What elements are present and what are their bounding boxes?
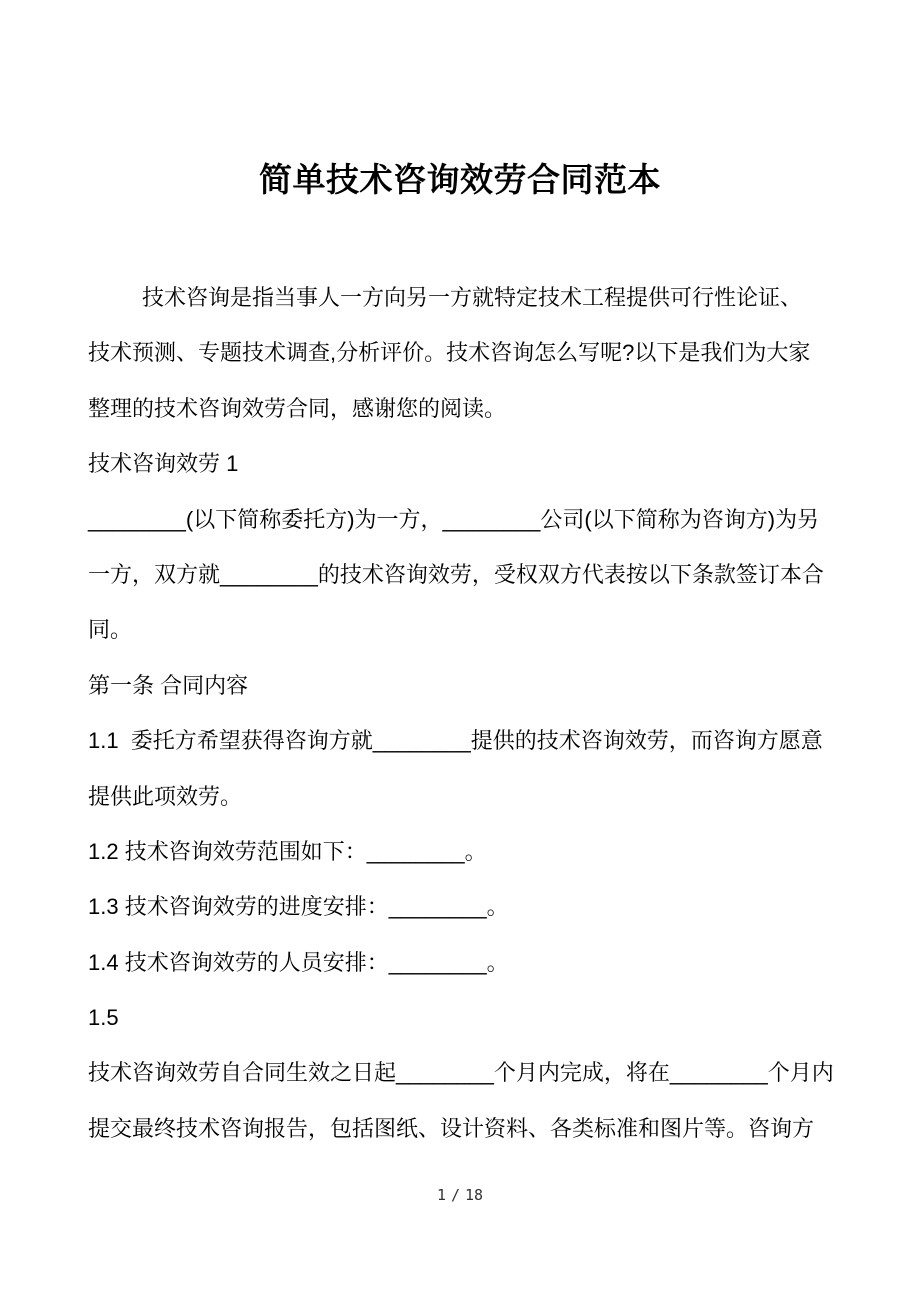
paragraph-line: 整理的技术咨询效劳合同，感谢您的阅读。 bbox=[88, 395, 507, 421]
clause-line: 1.1 委托方希望获得咨询方就________提供的技术咨询效劳，而咨询方愿意 bbox=[88, 728, 823, 754]
paragraph-line: 一方，双方就________的技术咨询效劳，受权双方代表按以下条款签订本合 bbox=[88, 561, 824, 587]
page-number-total: 18 bbox=[465, 1186, 484, 1204]
clause-line: 技术咨询效劳自合同生效之日起________个月内完成，将在________个月内 bbox=[88, 1060, 834, 1086]
clause-line: 1.3 技术咨询效劳的进度安排：________。 bbox=[88, 894, 509, 920]
paragraph-line: 技术预测、专题技术调查,分析评价。技术咨询怎么写呢?以下是我们为大家 bbox=[88, 340, 811, 366]
clause-line: 1.2 技术咨询效劳范围如下：________。 bbox=[88, 838, 487, 864]
page-footer bbox=[0, 1184, 920, 1206]
clause-line: 1.4 技术咨询效劳的人员安排：________。 bbox=[88, 949, 509, 975]
document-body bbox=[88, 270, 870, 1156]
paragraph-line: 同。 bbox=[88, 617, 133, 643]
page-number-separator: / bbox=[450, 1186, 460, 1204]
clause-heading-line: 第一条 合同内容 bbox=[88, 672, 249, 698]
page-number-current: 1 bbox=[436, 1186, 446, 1204]
clause-line: 1.5 bbox=[88, 1005, 119, 1031]
paragraph-line: ________(以下简称委托方)为一方，________公司(以下简称为咨询方)为另 bbox=[88, 506, 820, 532]
document-title: 简单技术咨询效劳合同范本 bbox=[259, 161, 661, 198]
clause-line: 提供此项效劳。 bbox=[88, 783, 243, 809]
paragraph-line: 技术咨询是指当事人一方向另一方就特定技术工程提供可行性论证、 bbox=[142, 285, 803, 310]
clause-line: 提交最终技术咨询报告，包括图纸、设计资料、各类标准和图片等。咨询方 bbox=[88, 1115, 815, 1141]
section-heading-line: 技术咨询效劳 1 bbox=[88, 451, 239, 477]
